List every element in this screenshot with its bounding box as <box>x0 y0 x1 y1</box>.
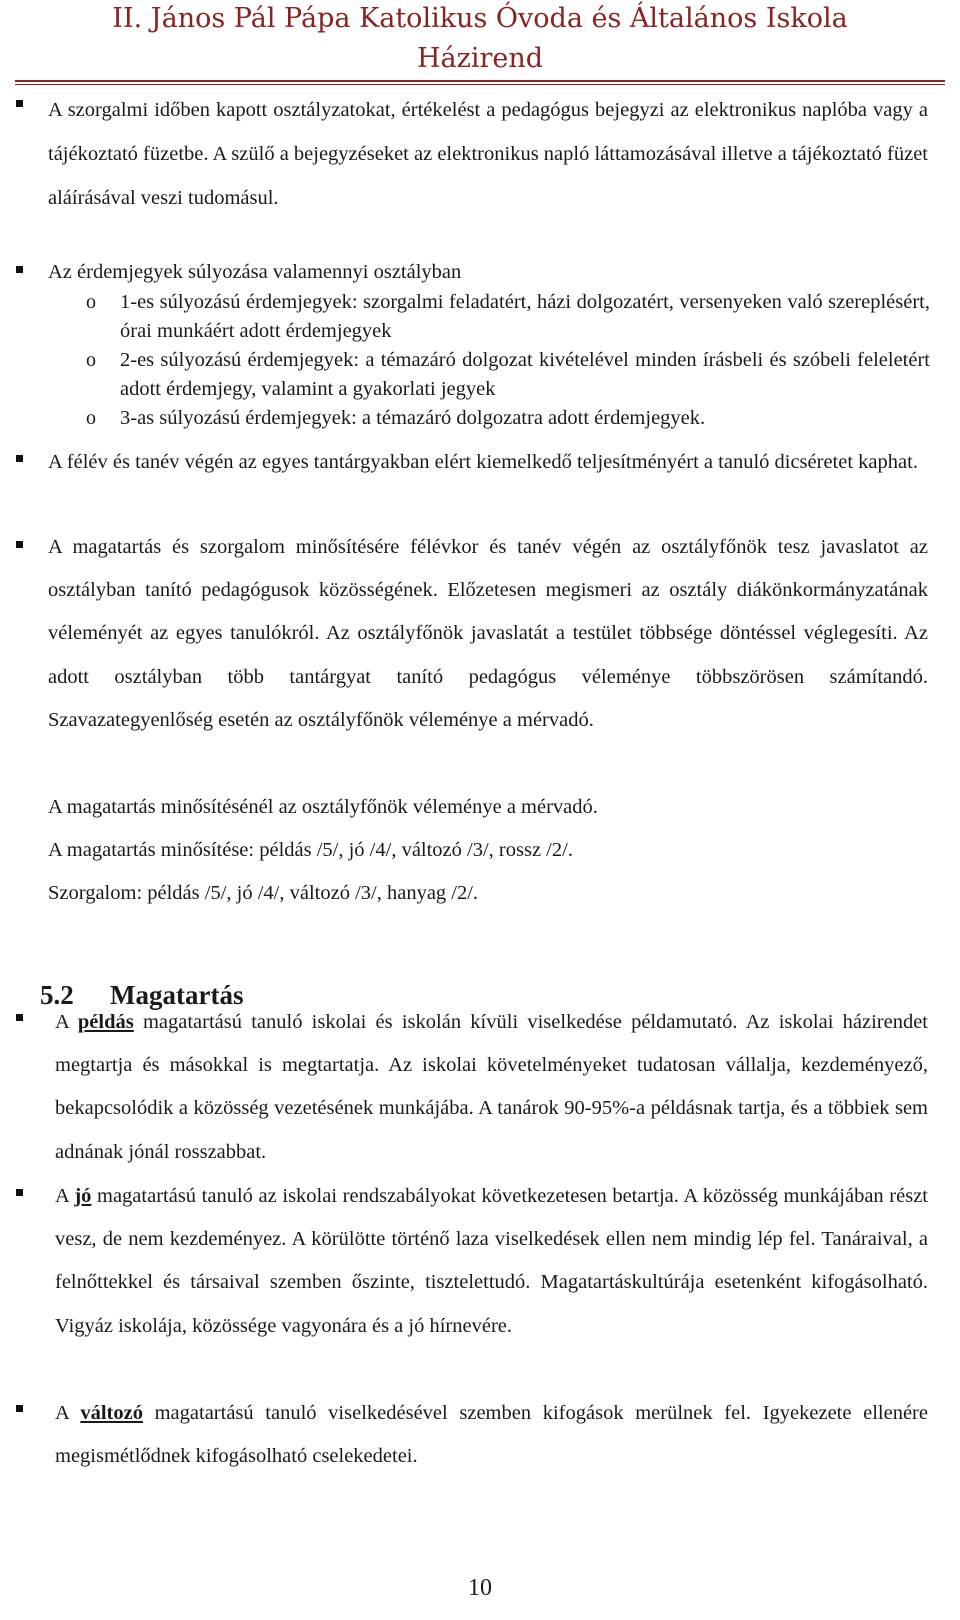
paragraph-text <box>55 1175 928 1348</box>
conduct-exemplary <box>55 1001 928 1174</box>
sub-bullet-marker: o <box>86 349 96 371</box>
bullet-square-icon <box>16 1189 23 1196</box>
bullet-square-icon <box>16 266 23 273</box>
weighting-heading: Az érdemjegyek súlyozása valamennyi osztályban <box>48 261 462 283</box>
sub-bullet-marker: o <box>86 291 96 313</box>
bullet-square-icon <box>16 1014 23 1021</box>
bullet-square-icon <box>16 100 23 107</box>
prefix: A <box>55 1402 81 1424</box>
paragraph-half-year <box>48 440 928 484</box>
prefix: A <box>55 1185 75 1207</box>
line-conduct-grades: A magatartás minősítése: példás /5/, jó /4/, változó /3/, rossz /2/. <box>48 839 573 861</box>
paragraph-text: A félév és tanév végén az egyes tantárgyakban elért kiemelkedő teljesítményért a tanuló dicséretet kaphat. <box>48 451 918 473</box>
prefix: A <box>55 1011 78 1033</box>
keyword-exemplary: példás <box>77 1011 134 1033</box>
page-number: 10 <box>468 1575 492 1601</box>
keyword-variable: változó <box>80 1402 143 1424</box>
sub-bullet-marker: o <box>86 407 96 429</box>
paragraph-text: A magatartás és szorgalom minősítésére félévkor és tanév végén az osztályfőnök tesz javaslatot az osztályban tanító pedagógusok közösségének. Előzetesen megismeri az osztály diákönkormányzatának véleményét az egyes tanulókról. Az osztályfőnök javaslatát a testület többsége döntéssel véglegesíti. Az adott osztályban több tantárgyat tanító pedagógus véleménye többszörösen számítandó. Szavazategyenlőség esetén az osztályfőnök véleménye a mérvadó. <box>48 536 928 731</box>
conduct-variable <box>55 1392 928 1478</box>
header-rule <box>15 80 945 82</box>
weighting-item-2: 2-es súlyozású érdemjegyek: a témazáró dolgozat kivételével minden írásbeli és szóbeli feleletért adott érdemjegy, valamint a gyakorlati jegyek <box>120 349 930 400</box>
weighting-item-3: 3-as súlyozású érdemjegyek: a témazáró dolgozatra adott érdemjegyek. <box>120 407 706 429</box>
bullet-square-icon <box>16 541 23 548</box>
line-conduct-opinion: A magatartás minősítésénél az osztályfőnök véleménye a mérvadó. <box>48 796 598 818</box>
line-diligence-grades: Szorgalom: példás /5/, jó /4/, változó /3/, hanyag /2/. <box>48 882 479 904</box>
section-title: Magatartás <box>110 980 244 1010</box>
keyword-good: jó <box>74 1185 92 1207</box>
header-rule-thin <box>15 84 945 85</box>
paragraph-conduct-assessment <box>48 526 928 742</box>
conduct-good <box>55 1175 928 1348</box>
paragraph-text <box>55 1392 928 1478</box>
document-title: Házirend <box>416 43 544 74</box>
description: magatartású tanuló iskolai és iskolán kívüli viselkedése példamutató. Az iskolai házirendet megtartja és másokkal is megtartatja. Az iskolai követelményeket tudatosan vállalja, kezdeményező, bekapcsolódik a közösség vezetésének munkájába. A tanárok 90-95%-a példásnak tartja, és a többiek sem adnának jónál rosszabbat. <box>55 1011 928 1163</box>
paragraph-grades-entry <box>48 88 928 220</box>
weighting-item-1: 1-es súlyozású érdemjegyek: szorgalmi feladatért, házi dolgozatért, versenyeken való szereplésért, órai munkáért adott érdemjegyek <box>120 291 930 342</box>
paragraph-text: A szorgalmi időben kapott osztályzatokat, értékelést a pedagógus bejegyzi az elektronikus naplóba vagy a tájékoztató füzetbe. A szülő a bejegyzéseket az elektronikus napló láttamozásával illetve a tájékoztató füzet aláírásával veszi tudomásul. <box>48 99 928 209</box>
school-name: II. János Pál Pápa Katolikus Óvoda és Általános Iskola <box>112 3 848 34</box>
description: magatartású tanuló viselkedésével szemben kifogások merülnek fel. Igyekezete ellenére megismétlődnek kifogásolható cselekedetei. <box>55 1402 928 1468</box>
paragraph-text <box>55 1001 928 1174</box>
bullet-square-icon <box>16 455 23 462</box>
section-number: 5.2 <box>40 980 74 1010</box>
description: magatartású tanuló az iskolai rendszabályokat következetesen betartja. A közösség munkájában részt vesz, de nem kezdeményez. A körülötte történő laza viselkedések ellen nem mindig lép fel. Tanáraival, a felnőttekkel és társaival szemben őszinte, tisztelettudó. Magatartáskultúrája esetenként kifogásolható. Vigyáz iskolája, közössége vagyonára és a jó hírnevére. <box>55 1185 928 1337</box>
bullet-square-icon <box>16 1405 23 1412</box>
